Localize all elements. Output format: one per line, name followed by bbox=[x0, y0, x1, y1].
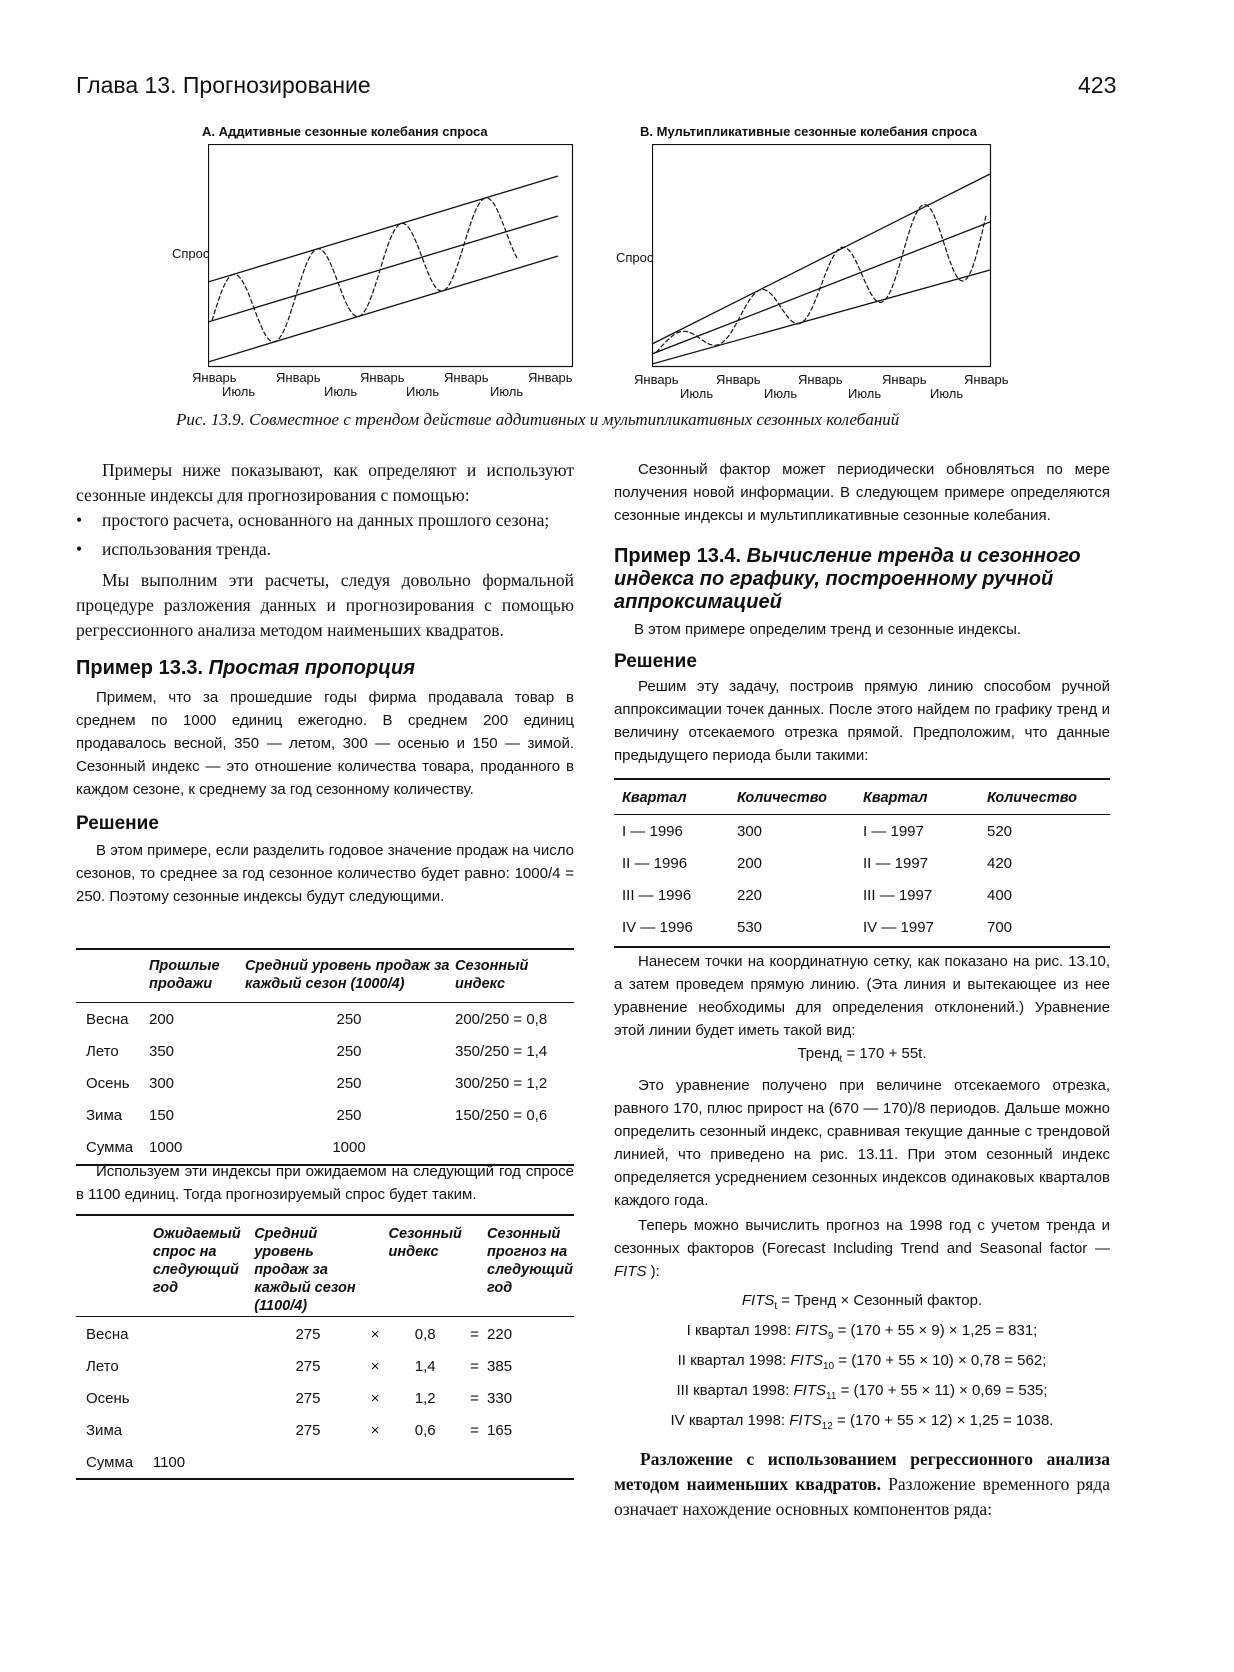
bullet-item: • использования тренда. bbox=[76, 537, 574, 562]
intro-paragraph: Примеры ниже показывают, как определяют и используют сезонные индексы для прогнозирования с помощью: bbox=[76, 460, 574, 505]
table3-header: Квартал bbox=[863, 790, 928, 806]
table1-header bbox=[76, 956, 148, 1002]
chart-a-tick-jan-1: Январь bbox=[192, 370, 237, 385]
table2-cell: 1,2 bbox=[414, 1389, 436, 1407]
decomposition-text: Разложение временного ряда означает нахождение основных компонентов ряда: bbox=[614, 1474, 1110, 1519]
chart-a-plot bbox=[208, 144, 574, 368]
table2-cell: 275 bbox=[295, 1357, 321, 1375]
table2-cell bbox=[463, 1446, 486, 1478]
table1-row bbox=[76, 1100, 574, 1132]
table1-cell: 250 bbox=[336, 1043, 362, 1060]
table2-row bbox=[76, 1318, 574, 1350]
table3-row bbox=[614, 880, 1110, 912]
example-number: Пример 13.4. bbox=[614, 545, 742, 567]
chart-b-tick-jan-2: Январь bbox=[716, 372, 761, 387]
table2-row bbox=[76, 1446, 574, 1478]
trend-eq-rhs: = 170 + 55t. bbox=[842, 1045, 927, 1062]
table1-cell: Осень bbox=[86, 1075, 130, 1092]
fits-q4: IV квартал 1998: $FITS_{12} = (170 + 55 \times 12) \times 1,25 = 1038$. bbox=[670, 1412, 1054, 1432]
forecast-intro-text: Используем эти индексы при ожидаемом на следующий год спросе в 1100 единиц. Тогда прогнозируемый спрос будет таким. bbox=[76, 1163, 574, 1203]
chart-b-upper-band bbox=[652, 174, 990, 344]
chart-a-tick-jan-5: Январь bbox=[528, 370, 573, 385]
fits-q1: I квартал 1998: $FITS_9 = (170 + 55 \times 9) \times 1,25 = 831$; bbox=[686, 1322, 1038, 1342]
chart-b-tick-jan-3: Январь bbox=[798, 372, 843, 387]
chart-b-ylabel: Спрос bbox=[616, 250, 654, 265]
method-paragraph: Мы выполним эти расчеты, следуя довольно формальной процедуре разложения данных и прогнозирования с помощью регрессионного анализа методом наименьших квадратов. bbox=[76, 570, 574, 640]
chart-a-seasonal-curve bbox=[212, 198, 518, 342]
table1-header: Сезонный индекс bbox=[455, 958, 529, 992]
table3-cell: 300 bbox=[737, 823, 763, 840]
table3-row bbox=[614, 816, 1110, 848]
table1-cell: 250 bbox=[336, 1011, 362, 1028]
table2-cell bbox=[152, 1382, 253, 1414]
table2-cell: 0,8 bbox=[414, 1325, 436, 1343]
seasonal-forecast-table bbox=[76, 1214, 574, 1480]
table3-header: Количество bbox=[987, 790, 1078, 806]
table1-row bbox=[76, 1036, 574, 1068]
chart-a-title: А. Аддитивные сезонные колебания спроса bbox=[202, 124, 488, 139]
table3-cell: 220 bbox=[737, 887, 763, 904]
chart-b-tick-jul-1: Июль bbox=[680, 386, 714, 401]
example-number: Пример 13.3. bbox=[76, 657, 204, 679]
table3-cell: IV — 1996 bbox=[622, 919, 693, 936]
table2-cell: 165 bbox=[487, 1421, 513, 1439]
trend-eq-subscript: t bbox=[839, 1054, 843, 1065]
trend-paragraph: Нанесем точки на координатную сетку, как показано на рис. 13.10, а затем проведем прямую линию. (Эта линия и вытекающее из нее уравнение необходимы для определения отклонений.) Уравнение этой линии будет иметь такой вид: bbox=[614, 953, 1110, 1039]
table2-cell: = bbox=[470, 1325, 479, 1343]
bullet-text: простого расчета, основанного на данных прошлого сезона; bbox=[102, 510, 550, 530]
table2-row bbox=[76, 1382, 574, 1414]
fits-intro-paragraph: Теперь можно вычислить прогноз на 1998 год с учетом тренда и сезонных факторов (Forecast Including Trend and Seasonal factor — FITS ): bbox=[614, 1217, 1110, 1280]
chart-a-frame bbox=[209, 145, 573, 367]
table3-header: Квартал bbox=[622, 790, 687, 806]
table3-cell: III — 1997 bbox=[863, 887, 933, 904]
table1-cell bbox=[454, 1132, 574, 1164]
table1-cell: 150 bbox=[149, 1107, 175, 1124]
table2-cell: × bbox=[370, 1325, 380, 1343]
table3-cell: 420 bbox=[987, 855, 1013, 872]
table1-cell: 300 bbox=[149, 1075, 175, 1092]
chart-b-tick-jan-4: Январь bbox=[882, 372, 927, 387]
seasonal-index-paragraph: Это уравнение получено при величине отсекаемого отрезка, равного 170, плюс прирост на (670 — 170)/8 периодов. Дальше можно определить сезонный индекс, сравнивая текущие данные с трендовой линией, что приведено на рис. 13.11. При этом сезонный индекс определяется усреднением сезонных индексов одинаковых кварталов каждого года. bbox=[614, 1077, 1110, 1209]
table1-cell: 200 bbox=[149, 1011, 175, 1028]
table3-row bbox=[614, 912, 1110, 944]
table2-cell: 385 bbox=[487, 1357, 513, 1375]
table1-row bbox=[76, 1068, 574, 1100]
table2-row bbox=[76, 1350, 574, 1382]
chart-b-tick-jan-5: Январь bbox=[964, 372, 1009, 387]
table3-row bbox=[614, 848, 1110, 880]
table2-cell: = bbox=[470, 1357, 479, 1375]
seasonal-index-table bbox=[76, 948, 574, 1166]
table1-header: Средний уровень продаж за каждый сезон (1000/4) bbox=[245, 958, 450, 992]
decomposition-lead: Разложение с использованием регрессионного анализа методом наименьших квадратов. bbox=[614, 1449, 1110, 1494]
table2-cell: Сумма bbox=[86, 1453, 134, 1471]
table1-header: Прошлые продажи bbox=[149, 958, 220, 992]
table2-cell: 1,4 bbox=[414, 1357, 436, 1375]
table3-cell: I — 1996 bbox=[622, 823, 683, 840]
bullet-item: • простого расчета, основанного на данных прошлого сезона; bbox=[76, 508, 574, 533]
table2-body bbox=[76, 1318, 574, 1478]
fits-equation: $FITS_t$ = Тренд × Сезонный фактор. bbox=[741, 1292, 983, 1312]
table3-body bbox=[614, 816, 1110, 944]
solution-heading: Решение bbox=[614, 651, 697, 672]
table1-cell: 200/250 = 0,8 bbox=[455, 1011, 548, 1028]
quarterly-data-table bbox=[614, 778, 1110, 948]
table2-cell bbox=[253, 1446, 363, 1478]
table2-cell bbox=[152, 1318, 253, 1350]
table3-cell: 530 bbox=[737, 919, 763, 936]
table2-cell: Лето bbox=[86, 1357, 119, 1375]
table3-cell: 400 bbox=[987, 887, 1013, 904]
table2-cell: 275 bbox=[295, 1389, 321, 1407]
chart-a-tick-jul-4: Июль bbox=[490, 384, 524, 399]
solution-text: В этом примере, если разделить годовое значение продаж на число сезонов, то среднее за год сезонное количество будет равно: 1000/4 = 250. Поэтому сезонные индексы будут следующими. bbox=[76, 842, 574, 905]
table1-row bbox=[76, 1132, 574, 1164]
fits-q3: III квартал 1998: $FITS_{11} = (170 + 55 \times 11) \times 0,69 = 535$; bbox=[676, 1382, 1048, 1402]
table1-cell: 1000 bbox=[332, 1139, 366, 1156]
table1-cell: 350 bbox=[149, 1043, 175, 1060]
table2-cell: × bbox=[370, 1389, 380, 1407]
chart-a-tick-jan-4: Январь bbox=[444, 370, 489, 385]
chart-a-tick-jul-3: Июль bbox=[406, 384, 440, 399]
chart-a-tick-jan-2: Январь bbox=[276, 370, 321, 385]
table2-cell bbox=[363, 1446, 388, 1478]
table2-cell: × bbox=[370, 1421, 380, 1439]
table2-row bbox=[76, 1414, 574, 1446]
example-title: Простая пропорция bbox=[208, 657, 416, 679]
chart-b-tick-jul-4: Июль bbox=[930, 386, 964, 401]
table2-cell: Осень bbox=[86, 1389, 130, 1407]
table2-cell bbox=[486, 1446, 574, 1478]
example-13-3-text: Примем, что за прошедшие годы фирма продавала товар в среднем по 1000 единиц ежегодно. В среднем 200 единиц продавалось весной, 350 — летом, 300 — осенью и 150 — зимой. Сезонный индекс — это отношение количества товара, проданного в каждом сезоне, к среднему за год сезонному количеству. bbox=[76, 689, 574, 798]
chart-a-lower-band bbox=[208, 256, 558, 362]
table3-cell: II — 1996 bbox=[622, 855, 688, 872]
example-13-3-heading bbox=[76, 657, 574, 680]
update-paragraph: Сезонный фактор может периодически обновляться по мере получения новой информации. В следующем примере определяются сезонные индексы и мультипликативные сезонные колебания. bbox=[614, 461, 1110, 524]
table3-header: Количество bbox=[737, 790, 828, 806]
table1-row bbox=[76, 1004, 574, 1036]
chart-b-trend-line bbox=[652, 222, 990, 354]
table2-cell: Зима bbox=[86, 1421, 123, 1439]
table1-cell: Лето bbox=[86, 1043, 119, 1060]
table2-header bbox=[363, 1224, 388, 1317]
table1-cell: 300/250 = 1,2 bbox=[455, 1075, 548, 1092]
table3-cell: III — 1996 bbox=[622, 887, 692, 904]
example-13-4-heading bbox=[614, 545, 1110, 614]
running-header: Глава 13. Прогнозирование bbox=[76, 72, 371, 98]
table2-cell bbox=[152, 1414, 253, 1446]
table2-header bbox=[76, 1224, 152, 1317]
table2-cell bbox=[152, 1350, 253, 1382]
table2-cell: 0,6 bbox=[414, 1421, 436, 1439]
table2-header: Сезонный прогноз на следующий год bbox=[487, 1226, 574, 1296]
fits-q2: II квартал 1998: $FITS_{10} = (170 + 55 \times 10) \times 0,78 = 562$; bbox=[677, 1352, 1047, 1372]
table1-cell: Зима bbox=[86, 1107, 123, 1124]
table2-cell: 220 bbox=[487, 1325, 513, 1343]
table2-header bbox=[463, 1224, 486, 1317]
table1-cell: 350/250 = 1,4 bbox=[455, 1043, 548, 1060]
table2-cell: 275 bbox=[295, 1421, 321, 1439]
trend-equation bbox=[614, 1042, 1110, 1072]
chart-a-tick-jan-3: Январь bbox=[360, 370, 405, 385]
table2-cell: 275 bbox=[295, 1325, 321, 1343]
chart-a-tick-jul-2: Июль bbox=[324, 384, 358, 399]
table2-cell: Весна bbox=[86, 1325, 129, 1343]
table3-cell: II — 1997 bbox=[863, 855, 929, 872]
table2-header: Сезонный индекс bbox=[388, 1226, 462, 1260]
table2-cell bbox=[388, 1446, 463, 1478]
table1-cell: 1000 bbox=[149, 1139, 183, 1156]
trend-eq-label: Тренд bbox=[797, 1045, 840, 1062]
chart-b-frame bbox=[653, 145, 991, 367]
chart-b-tick-jul-2: Июль bbox=[764, 386, 798, 401]
figure-caption: Рис. 13.9. Совместное с трендом действие аддитивных и мультипликативных сезонных колебаний bbox=[176, 410, 900, 429]
chart-b-plot bbox=[652, 144, 992, 368]
solution-text: Решим эту задачу, построив прямую линию способом ручной аппроксимации точек данных. После этого найдем по графику тренд и величину отсекаемого отрезка прямой. Предположим, что данные предыдущего периода были такими: bbox=[614, 678, 1110, 764]
example-13-4-text: В этом примере определим тренд и сезонные индексы. bbox=[634, 621, 1022, 638]
chart-b-title: В. Мультипликативные сезонные колебания спроса bbox=[640, 124, 977, 139]
example-title: Вычисление тренда и сезонного индекса по графику, построенному ручной аппроксимацией bbox=[614, 545, 1081, 613]
chart-b-tick-jul-3: Июль bbox=[848, 386, 882, 401]
table3-cell: IV — 1997 bbox=[863, 919, 934, 936]
table2-cell: = bbox=[470, 1389, 479, 1407]
chart-a-ylabel: Спрос bbox=[172, 246, 210, 261]
table3-cell: 520 bbox=[987, 823, 1013, 840]
table1-cell: Весна bbox=[86, 1011, 129, 1028]
table1-cell: 250 bbox=[336, 1075, 362, 1092]
table2-header: Средний уровень продаж за каждый сезон (1100/4) bbox=[254, 1226, 356, 1314]
chart-b-seasonal-curve bbox=[656, 205, 986, 353]
page-number: 423 bbox=[1078, 72, 1117, 98]
table1-cell: 150/250 = 0,6 bbox=[455, 1107, 548, 1124]
table2-cell: 1100 bbox=[152, 1453, 186, 1471]
table3-cell: I — 1997 bbox=[863, 823, 924, 840]
chart-b-tick-jan-1: Январь bbox=[634, 372, 679, 387]
table2-cell: = bbox=[470, 1421, 479, 1439]
table1-cell: 250 bbox=[336, 1107, 362, 1124]
table2-cell: 330 bbox=[487, 1389, 513, 1407]
table3-cell: 700 bbox=[987, 919, 1013, 936]
table3-cell: 200 bbox=[737, 855, 763, 872]
table1-body bbox=[76, 1004, 574, 1164]
table1-cell: Сумма bbox=[86, 1139, 134, 1156]
table2-cell: × bbox=[370, 1357, 380, 1375]
table2-header: Ожидаемый спрос на следующий год bbox=[152, 1226, 241, 1296]
solution-heading: Решение bbox=[76, 813, 159, 834]
chart-a-tick-jul-1: Июль bbox=[222, 384, 256, 399]
decomposition-paragraph bbox=[614, 1447, 1110, 1522]
bullet-text: использования тренда. bbox=[102, 539, 272, 559]
